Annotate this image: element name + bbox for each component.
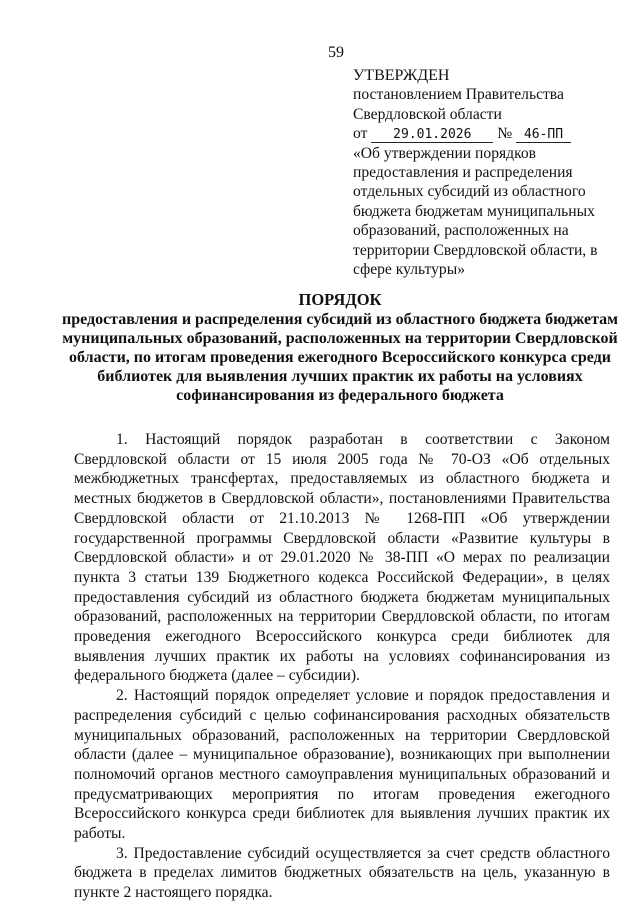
- document-body: [74, 430, 610, 903]
- decree-number: 46-ПП: [516, 127, 571, 143]
- page-number: 59: [328, 44, 344, 61]
- number-sign: №: [497, 125, 513, 143]
- decree-date-line: [353, 124, 613, 143]
- approval-block: [353, 66, 613, 279]
- approval-stamp: УТВЕРЖДЕН: [353, 67, 450, 84]
- decree-date: 29.01.2026: [371, 127, 493, 143]
- paragraph-1: 1. Настоящий порядок разработан в соответствии с Законом Свердловской области от 15 июля 2005 года № 70-ОЗ «Об отдельных межбюджетных трансфертах, предоставляемых из областного бюджета и местных бюджетов в Свердловской области», постановлениями Правительства Свердловской области от 21.10.2013 № 1268-ПП «Об утверждении государственной программы Свердловской области «Развитие культуры в Свердловской области» и от 29.01.2020 № 38-ПП «О мерах по реализации пункта 3 статьи 139 Бюджетного кодекса Российской Федерации», в целях предоставления субсидий из областного бюджета бюджетам муниципальных образований, расположенных на территории Свердловской области, по итогам проведения ежегодного Всероссийского конкурса среди библиотек для выявления лучших практик их работы на условиях софинансирования из федерального бюджета (далее – субсидии).: [74, 431, 610, 685]
- document-title: [60, 290, 620, 405]
- paragraph-2: 2. Настоящий порядок определяет условие и порядок предоставления и распределения субсидий с целью софинансирования расходных обязательств муниципальных образований, расположенных на территории Свердловской области (далее – муниципальное образование), возникающих при выполнении полномочий органов местного самоуправления муниципальных образований и предусматривающих мероприятия по итогам проведения ежегодного Всероссийского конкурса среди библиотек для выявления лучших практик их работы.: [74, 687, 610, 843]
- date-prefix: от: [353, 125, 368, 143]
- title-heading: ПОРЯДОК: [298, 290, 382, 309]
- decree-title: «Об утверждении порядков предоставления и распределения отдельных субсидий из областного бюджета бюджетам муниципальных образований, расположенных на территории Свердловской области, в сфере культуры»: [353, 144, 598, 279]
- approval-line: Свердловской области: [353, 105, 502, 123]
- approval-line: постановлением Правительства: [353, 86, 564, 104]
- title-subtitle: предоставления и распределения субсидий из областного бюджета бюджетам муниципальных образований, расположенных на территории Свердловской области, по итогам проведения ежегодного Всероссийского конкурса среди библиотек для выявления лучших практик их работы на условиях софинансирования из федерального бюджета: [61, 311, 619, 404]
- paragraph-3: 3. Предоставление субсидий осуществляется за счет средств областного бюджета в пределах лимитов бюджетных обязательств на цель, указанную в пункте 2 настоящего порядка.: [74, 844, 610, 902]
